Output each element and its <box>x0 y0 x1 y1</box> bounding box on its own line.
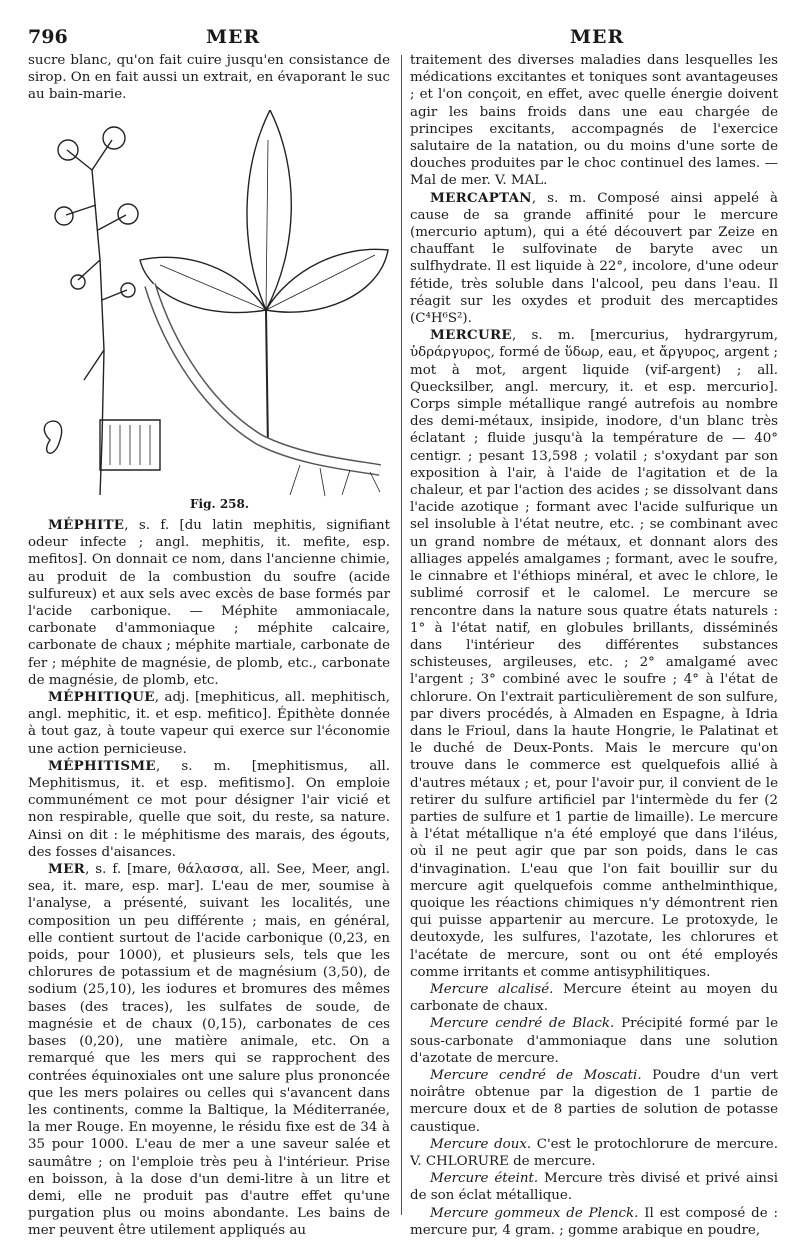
headword: MÉPHITE <box>48 517 125 533</box>
left-column-entries <box>28 517 390 1240</box>
continued-text: sucre blanc, qu'on fait cuire jusqu'en consistance de sirop. On en fait aussi un extrait, en évaporant le suc au bain-marie. <box>28 53 390 103</box>
headword: MÉPHITIQUE <box>48 689 155 706</box>
subentry: Mercure éteint. Mercure très divisé et privé ainsi de son éclat métallique. <box>410 1171 778 1204</box>
entry-mer: MER, s. f. [mare, θάλασσα, all. See, Meer, angl. sea, it. mare, esp. mar]. L'eau de mer, soumise à l'analyse, a présenté, suivant les localités, une composition un peu différente ; mais, en général, elle contient surtout de l'acide carbonique (0,23, en poids, pour 1000), et plusieurs sels, tels que les chlorures de potassium et de magnésium (3,50), de sodium (25,10), les iodures et bromures des mêmes bases (des traces), les sulfates de soude, de magnésie et de chaux (0,15), carbonates de ces bases (0,20), une matière animale, etc. On a remarqué que les mers qui se rapprochent des contrées équinoxiales ont une salure plus prononcée que les mers polaires ou celles qui s'avancent dans les continents, comme la Baltique, la Méditerranée, la mer Rouge. En moyenne, le résidu fixe est de 34 à 35 pour 1000. L'eau de mer a une saveur salée et saumâtre ; on l'emploie très peu à l'intérieur. Prise en boisson, à la dose d'un demi-litre à un litre et demi, elle ne produit pas d'autre effet qu'une purgation plus ou moins abondante. Les bains de mer peuvent être utilement appliqués au <box>28 861 390 1239</box>
entry-mercaptan: MERCAPTAN, s. m. Composé ainsi appelé à cause de sa grande affinité pour le mercure (mercurio aptum), qui a été découvert par Zeize en chauffant le sulfovinate de baryte avec un sulfhydrate. Il est liquide à 22°, incolore, d'une odeur fétide, très soluble dans l'alcool, peu dans l'eau. Il réagit sur les oxydes et produit des mercaptides (C⁴H⁶S²). <box>410 189 778 327</box>
continued-text-right: traitement des diverses maladies dans lesquelles les médications excitantes et toniques sont avantageuses ; et l'on conçoit, en effet, avec quelle énergie doivent agir les bains froids dans une eau chargée de principes excitants, accompagnés de l'exercice salutaire de la natation, ou du moins d'une sorte de douches produites par le choc continuel des lames. — Mal de mer. V. MAL. <box>410 53 778 189</box>
column-divider <box>401 55 402 1215</box>
headword: MÉPHITISME <box>48 757 156 774</box>
subentry: Mercure doux. C'est le protochlorure de mercure. V. CHLORURE de mercure. <box>410 1136 778 1169</box>
page-number: 796 <box>28 26 68 48</box>
subentry: Mercure alcalisé. Mercure éteint au moyen du carbonate de chaux. <box>410 981 778 1015</box>
right-column <box>410 52 778 1239</box>
entry-mephite: MÉPHITE, s. f. [du latin mephitis, signifiant odeur infecte ; angl. mephitis, it. mefite, esp. mefitos]. On donnait ce nom, dans l'ancienne chimie, au produit de la combustion du soufre (acide sulfureux) et aux sels avec excès de base formés par l'acide carbonique. — Méphite ammoniacale, carbonate d'ammoniaque ; méphite calcaire, carbonate de chaux ; méphite martiale, carbonate de fer ; méphite de magnésie, de plomb, etc., carbonate de magnésie, de plomb, etc. <box>28 517 390 688</box>
flower-stem <box>92 170 104 495</box>
entry-mephitisme: MÉPHITISME, s. m. [mephitismus, all. Mephitismus, it. et esp. mefitismo]. On emploie communément ce mot pour désigner l'air vicié et non respirable, quelle que soit, du reste, sa nature. Ainsi on dit : le méphitisme des marais, des égouts, des fosses d'aisances. <box>28 757 390 860</box>
leaf-right <box>266 249 388 312</box>
subentry: Mercure gommeux de Plenck. Il est composé de : mercure pur, 4 gram. ; gomme arabique en poudre, <box>410 1205 779 1238</box>
headword: MER <box>48 861 86 878</box>
running-head-right: MER <box>570 26 625 48</box>
leaf-center <box>247 110 291 310</box>
entry-mercure: MERCURE, s. m. [mercurius, hydrargyrum, ὑδράργυρος, formé de ὕδωρ, eau, et ἄργυρος, argent ; mot à mot, argent liquide (vif-argent) ; all. Quecksilber, angl. mercury, it. et esp. mercurio]. Corps simple métallique rangé autrefois au nombre des demi-métaux, insipide, inodore, d'un blanc très éclatant ; fluide jusqu'à la température de — 40° centigr. ; pesant 13,598 ; volatil ; s'oxydant par son exposition à l'air, à l'aide de l'agitation et de la chaleur, et par l'action des acides ; se dissolvant dans l'acide azotique ; formant avec l'acide sulfurique un sel insoluble à l'état neutre, etc. ; se combinant avec un grand nombre de métaux, et donnant alors des alliages appelés amalgames ; formant, avec le soufre, le cinnabre et l'éthiops minéral, et avec le chlore, le sublimé corrosif et le calomel. Le mercure se rencontre dans la nature sous quatre états naturels : 1° à l'état natif, en globules brillants, disséminés dans l'intérieur des différentes substances schisteuses, argileuses, etc. ; 2° amalgamé avec l'argent ; 3° combiné avec le soufre ; 4° à l'état de chlorure. On l'extrait particulièrement de son sulfure, par divers procédés, à Almaden en Espagne, à Idria dans le Frioul, dans la haute Hongrie, le Palatinat et le duché de Deux-Ponts. Mais le mercure qu'on trouve dans le commerce est quelquefois allié à d'autres métaux ; et, pour l'avoir pur, il convient de le retirer du sulfure artificiel par l'intermède du fer (2 parties de sulfure et 1 partie de limaille). Le mercure à l'état métallique n'a été employé que dans l'iléus, où il ne peut agir que par son poids, dans le cas d'invagination. L'eau que l'on fait bouillir sur du mercure agit quelquefois comme anthelminthique, quoique les réactions chimiques n'y démontrent rien qui puisse appartenir au mercure. Le protoxyde, le deutoxyde, les sulfures, l'azotate, les chlorures et l'acétate de mercure, sont ou ont été employés comme irritants et comme antisyphilitiques. <box>410 327 778 980</box>
figure-caption: Fig. 258. <box>190 497 250 511</box>
flower-detail <box>44 421 61 453</box>
running-head-left: MER <box>206 26 261 48</box>
entry-mephitique: MÉPHITIQUE, adj. [mephiticus, all. mephitisch, angl. mephitic, it. et esp. mefitico]. Épithète donnée à tout gaz, à toute vapeur qui exerce sur l'économie une action pernicieuse. <box>28 689 390 757</box>
headword: MERCAPTAN <box>430 189 532 206</box>
headword: MERCURE <box>430 327 512 344</box>
subentry: Mercure cendré de Moscati. Poudre d'un vert noirâtre obtenue par la digestion de 1 partie de mercure doux et de 8 parties de solution de potasse caustique. <box>410 1067 778 1135</box>
left-column-top <box>28 52 390 104</box>
page-header <box>0 26 800 50</box>
subentry: Mercure cendré de Black. Précipité formé par le sous-carbonate d'ammoniaque dans une solution d'azotate de mercure. <box>410 1016 778 1066</box>
botanical-illustration <box>30 110 390 502</box>
